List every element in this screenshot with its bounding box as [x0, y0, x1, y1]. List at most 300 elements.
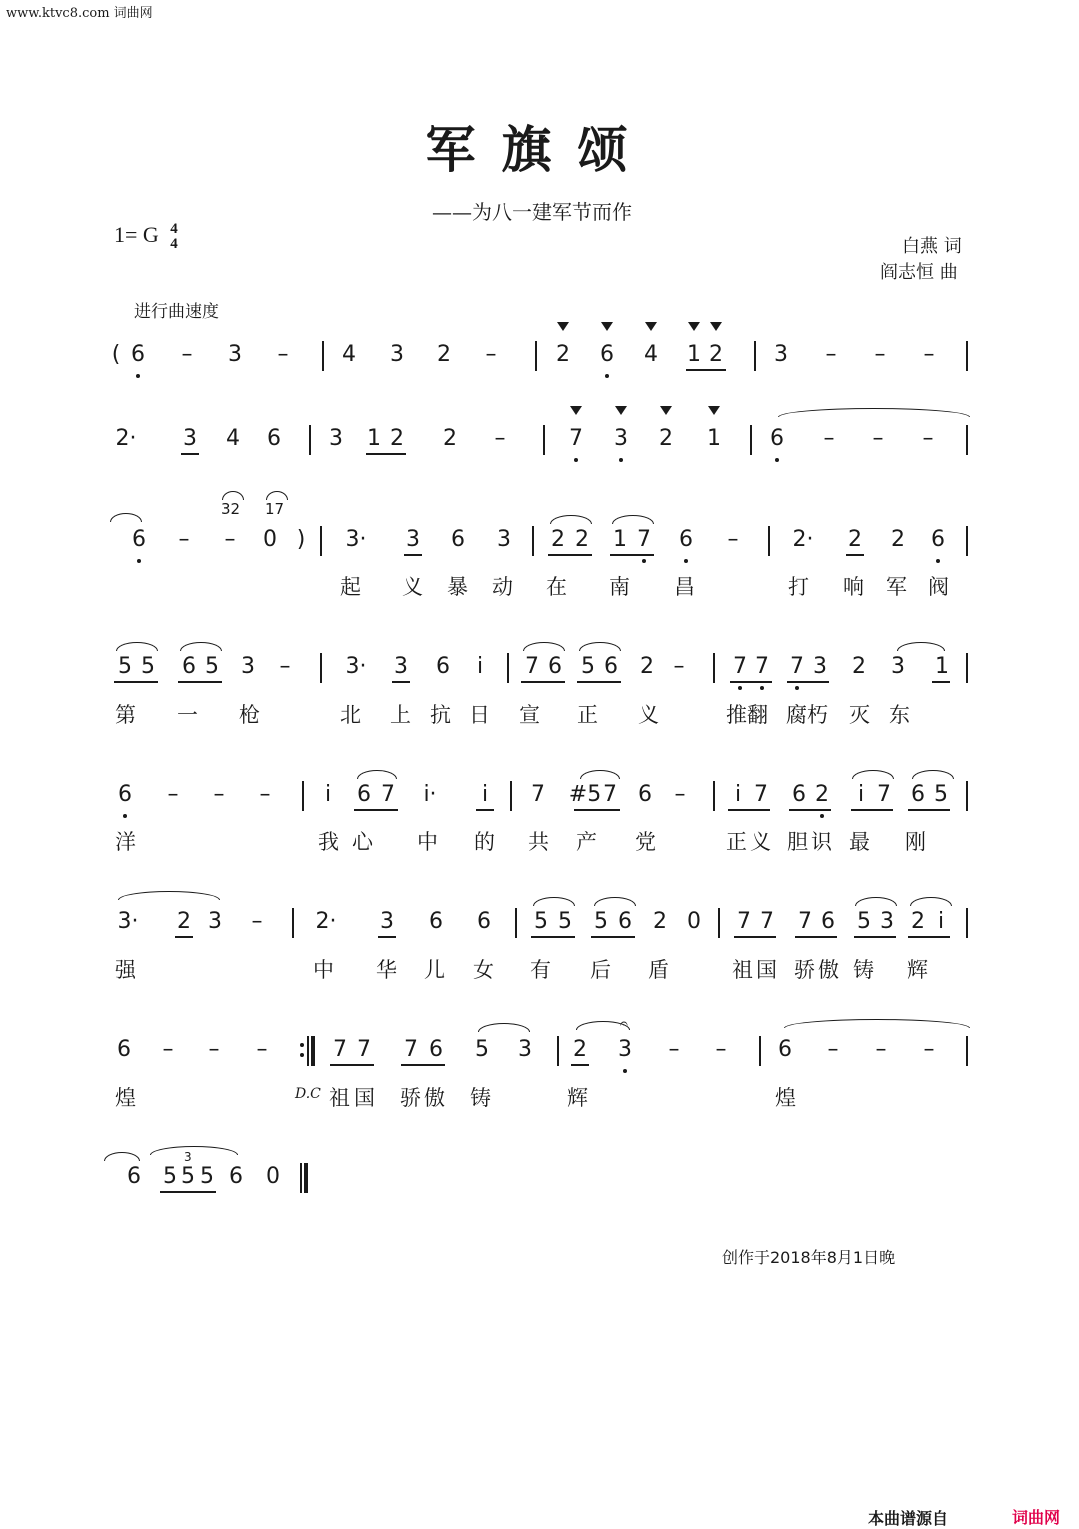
note: 7 — [531, 782, 545, 807]
lyric-line-3 — [0, 571, 1079, 611]
note: – — [213, 782, 225, 807]
lyric: 儿 — [424, 958, 445, 982]
lower-octave-dot — [775, 458, 779, 462]
note: i — [476, 654, 484, 679]
note: 5 — [857, 909, 871, 934]
lyric: 心 — [352, 830, 373, 854]
note: 6 — [357, 782, 371, 807]
note: 6 — [792, 782, 806, 807]
tie-arc — [612, 515, 654, 524]
tie-arc — [150, 1146, 238, 1155]
barline — [292, 908, 294, 938]
eighth-underline — [160, 1191, 216, 1193]
lyric-line-5 — [0, 826, 1079, 866]
score-line-5 — [0, 780, 1079, 820]
eighth-underline — [354, 809, 398, 811]
note: – — [874, 342, 886, 367]
note: i — [324, 782, 332, 807]
note: 7 — [569, 426, 583, 451]
note: 6 — [127, 1164, 141, 1189]
note: 7 — [357, 1037, 371, 1062]
lyric: 铸 — [853, 958, 874, 982]
note: 6 — [451, 527, 465, 552]
note: 6 — [548, 654, 562, 679]
lyric: 傲 — [424, 1086, 445, 1110]
note: 2 — [551, 527, 565, 552]
note: 2 — [659, 426, 673, 451]
repeat-barline — [311, 1036, 315, 1066]
note: 2 — [390, 426, 404, 451]
time-signature — [170, 222, 178, 252]
lyric: 暴 — [447, 575, 468, 599]
note: 1 — [935, 654, 949, 679]
grace-note: 17 — [265, 500, 285, 518]
note: 6 — [131, 342, 145, 367]
lyric: 义 — [638, 703, 659, 727]
score-line-6 — [0, 907, 1079, 947]
lyric: 正 — [577, 703, 598, 727]
lyric: 正 — [726, 830, 747, 854]
barline — [309, 425, 311, 455]
lyric: 洋 — [115, 830, 136, 854]
eighth-underline — [908, 936, 950, 938]
note: 2 — [891, 527, 905, 552]
accent-mark — [570, 406, 582, 415]
lyric: 女 — [473, 958, 494, 982]
key-signature — [114, 222, 178, 252]
note: 5 — [534, 909, 548, 934]
lyric: 辉 — [567, 1086, 588, 1110]
lyric: 义 — [402, 575, 423, 599]
note: – — [872, 426, 884, 451]
eighth-underline — [591, 936, 635, 938]
lower-octave-dot — [936, 559, 940, 563]
note: 7 — [737, 909, 751, 934]
tie-arc — [523, 642, 565, 651]
note: 7 — [755, 654, 769, 679]
note: – — [923, 342, 935, 367]
barline — [750, 425, 752, 455]
note: 6 — [267, 426, 281, 451]
note: ) — [296, 527, 306, 552]
note: 3 — [618, 1037, 632, 1062]
note: 6 — [638, 782, 652, 807]
note: 3 — [241, 654, 255, 679]
note: 3 — [891, 654, 905, 679]
eighth-underline — [378, 936, 396, 938]
tie-arc — [784, 1019, 970, 1028]
note: – — [485, 342, 497, 367]
note: – — [162, 1037, 174, 1062]
note: 7 — [790, 654, 804, 679]
note: 6 — [429, 909, 443, 934]
barline — [713, 781, 715, 811]
note: 6 — [132, 527, 146, 552]
note: 2 — [815, 782, 829, 807]
lyric-line-7 — [0, 1082, 1079, 1122]
note: 1 — [367, 426, 381, 451]
accent-mark — [660, 406, 672, 415]
lyric: 后 — [590, 958, 611, 982]
lyric: 东 — [889, 703, 910, 727]
note: 3 — [228, 342, 242, 367]
lyric: 中 — [417, 830, 438, 854]
note: 6 — [477, 909, 491, 934]
barline — [966, 908, 968, 938]
eighth-underline — [181, 453, 199, 455]
eighth-underline — [734, 936, 776, 938]
lyric: 党 — [635, 830, 656, 854]
lyric: 在 — [546, 575, 567, 599]
note: 5 — [558, 909, 572, 934]
note: 4 — [226, 426, 240, 451]
note: 3 — [774, 342, 788, 367]
note: – — [922, 426, 934, 451]
barline — [759, 1036, 761, 1066]
note: 5 — [934, 782, 948, 807]
lower-octave-dot — [605, 374, 609, 378]
accent-mark — [601, 322, 613, 331]
barline — [768, 526, 770, 556]
note: – — [823, 426, 835, 451]
eighth-underline — [476, 809, 494, 811]
eighth-underline — [854, 936, 896, 938]
note: 6 — [821, 909, 835, 934]
lyric-line-6 — [0, 954, 1079, 994]
note: 6 — [117, 1037, 131, 1062]
lyric: 上 — [390, 703, 411, 727]
eighth-underline — [795, 936, 837, 938]
note: 3 — [380, 909, 394, 934]
lyric: 我 — [318, 830, 339, 854]
note: – — [673, 654, 685, 679]
note: 7 — [760, 909, 774, 934]
note: 5 — [200, 1164, 214, 1189]
lyric: 响 — [843, 575, 864, 599]
lyric: 一 — [177, 703, 198, 727]
note: 7 — [877, 782, 891, 807]
barline — [557, 1036, 559, 1066]
score-line-3 — [0, 500, 1079, 565]
note: 4 — [342, 342, 356, 367]
note: 7 — [637, 527, 651, 552]
barline — [713, 653, 715, 683]
lyric: 盾 — [648, 958, 669, 982]
tie-arc — [478, 1023, 530, 1032]
eighth-underline — [531, 936, 575, 938]
tie-arc — [580, 770, 620, 779]
note: – — [259, 782, 271, 807]
barline — [718, 908, 720, 938]
lyric: 骄 — [400, 1086, 421, 1110]
lyric: 抗 — [430, 703, 451, 727]
note: 1 — [613, 527, 627, 552]
note: 5 — [181, 1164, 195, 1189]
tie-arc — [855, 897, 897, 906]
note: 6 — [182, 654, 196, 679]
lyric-line-4 — [0, 699, 1079, 739]
note: 6 — [604, 654, 618, 679]
eighth-underline — [908, 809, 950, 811]
lyric: 日 — [469, 703, 490, 727]
lyric: 中 — [313, 958, 334, 982]
note: – — [827, 1037, 839, 1062]
lyric: 枪 — [239, 703, 260, 727]
note: – — [715, 1037, 727, 1062]
eighth-underline — [574, 809, 620, 811]
lyric: 昌 — [674, 575, 695, 599]
tie-arc — [778, 408, 970, 417]
note: 6 — [118, 782, 132, 807]
time-bottom: 4 — [170, 236, 178, 252]
barline — [754, 341, 756, 371]
brand-logo[interactable]: 词曲网 — [1012, 1508, 1061, 1527]
note: 5 — [205, 654, 219, 679]
barline — [532, 526, 534, 556]
time-top: 4 — [170, 221, 178, 237]
tempo-marking: 进行曲速度 — [134, 302, 219, 322]
note: 1 — [687, 342, 701, 367]
note: 3 — [813, 654, 827, 679]
eighth-underline — [932, 681, 950, 683]
note: – — [167, 782, 179, 807]
lyric: 最 — [849, 830, 870, 854]
note: 2 — [653, 909, 667, 934]
score-line-2 — [0, 424, 1079, 464]
note: 6 — [229, 1164, 243, 1189]
barline — [966, 1036, 968, 1066]
song-subtitle: ——为八一建军节而作 — [432, 200, 632, 224]
note: 7 — [525, 654, 539, 679]
eighth-underline — [789, 809, 831, 811]
accent-mark — [688, 322, 700, 331]
note: 6 — [429, 1037, 443, 1062]
note: – — [251, 909, 263, 934]
lyric: 共 — [528, 830, 549, 854]
lyric: 的 — [474, 830, 495, 854]
eighth-underline — [610, 554, 654, 556]
note: 3 — [390, 342, 404, 367]
score-line-4 — [0, 652, 1079, 692]
lyric: 宣 — [519, 703, 540, 727]
note: – — [875, 1037, 887, 1062]
note: 3 — [329, 426, 343, 451]
grace-note: 32 — [221, 500, 241, 518]
note: 0 — [266, 1164, 280, 1189]
lyric: 国 — [354, 1086, 375, 1110]
barline — [300, 1163, 302, 1193]
lyric: 起 — [340, 575, 361, 599]
lyric: 北 — [340, 703, 361, 727]
final-barline — [304, 1163, 308, 1193]
note: 2 — [177, 909, 191, 934]
note: 5 — [163, 1164, 177, 1189]
note: 6 — [770, 426, 784, 451]
note: 5 — [141, 654, 155, 679]
note: i — [734, 782, 742, 807]
note: 7 — [798, 909, 812, 934]
tie-arc — [897, 642, 945, 651]
note: 7 — [603, 782, 617, 807]
note: 0 — [687, 909, 701, 934]
accent-mark — [710, 322, 722, 331]
note: 5 — [581, 654, 595, 679]
lyric: 动 — [492, 575, 513, 599]
note: 2· — [315, 909, 337, 934]
tie-arc — [910, 897, 952, 906]
note: i — [937, 909, 945, 934]
eighth-underline — [571, 1064, 589, 1066]
lyric: 傲 — [818, 958, 839, 982]
barline — [966, 425, 968, 455]
barline — [507, 653, 509, 683]
eighth-underline — [366, 453, 406, 455]
note: 2 — [556, 342, 570, 367]
note: 7 — [754, 782, 768, 807]
lyric: 祖 — [732, 958, 753, 982]
barline — [966, 341, 968, 371]
lyric: 刚 — [905, 830, 926, 854]
barline — [307, 1036, 309, 1066]
lyric: 铸 — [470, 1086, 491, 1110]
lower-octave-dot — [738, 686, 742, 690]
tie-arc — [533, 897, 575, 906]
note: – — [178, 527, 190, 552]
fermata-icon: 𝄐 — [620, 1016, 628, 1032]
lyric: 胆 — [787, 830, 808, 854]
note: 2 — [575, 527, 589, 552]
barline — [510, 781, 512, 811]
note: – — [208, 1037, 220, 1062]
accent-mark — [645, 322, 657, 331]
note: – — [727, 527, 739, 552]
note: 3 — [497, 527, 511, 552]
note: 3· — [117, 909, 139, 934]
lyric: 骄 — [794, 958, 815, 982]
note: 2 — [443, 426, 457, 451]
note: i· — [423, 782, 437, 807]
score-line-8 — [0, 1150, 1079, 1202]
barline — [966, 526, 968, 556]
note: 7 — [733, 654, 747, 679]
note: 6 — [931, 527, 945, 552]
repeat-dot — [300, 1043, 304, 1047]
barline — [535, 341, 537, 371]
tie-arc — [116, 642, 158, 651]
lower-octave-dot — [795, 686, 799, 690]
eighth-underline — [548, 554, 592, 556]
note: 2· — [115, 426, 137, 451]
source-label: 本曲谱源自 — [868, 1509, 949, 1528]
note: 3· — [345, 527, 367, 552]
tie-arc — [266, 491, 288, 500]
note: – — [494, 426, 506, 451]
note: 2 — [573, 1037, 587, 1062]
lower-octave-dot — [642, 559, 646, 563]
repeat-dot — [300, 1053, 304, 1057]
note: 5 — [594, 909, 608, 934]
lyric: 煌 — [115, 1086, 136, 1110]
barline — [515, 908, 517, 938]
barline — [966, 781, 968, 811]
lyric: 煌 — [775, 1086, 796, 1110]
note: 6 — [911, 782, 925, 807]
eighth-underline — [330, 1064, 374, 1066]
lower-octave-dot — [684, 559, 688, 563]
eighth-underline — [114, 681, 158, 683]
eighth-underline — [401, 1064, 445, 1066]
note: 3 — [880, 909, 894, 934]
note: 4 — [644, 342, 658, 367]
tie-arc — [110, 513, 142, 522]
note: – — [181, 342, 193, 367]
note: 2 — [848, 527, 862, 552]
note: 6 — [618, 909, 632, 934]
accent-mark — [557, 322, 569, 331]
note: 7 — [404, 1037, 418, 1062]
eighth-underline — [404, 554, 422, 556]
score-line-1 — [0, 340, 1079, 380]
lyric: 识 — [811, 830, 832, 854]
lyric: 华 — [376, 958, 397, 982]
note: 3 — [406, 527, 420, 552]
note: 3 — [208, 909, 222, 934]
eighth-underline — [846, 554, 864, 556]
tie-arc — [104, 1152, 140, 1161]
note: 2· — [792, 527, 814, 552]
note: 2 — [852, 654, 866, 679]
note: 1 — [707, 426, 721, 451]
note: – — [277, 342, 289, 367]
note: 3 — [183, 426, 197, 451]
eighth-underline — [686, 369, 726, 371]
tie-arc — [579, 642, 621, 651]
accent-mark — [708, 406, 720, 415]
lower-octave-dot — [820, 814, 824, 818]
note: 3· — [345, 654, 367, 679]
note: 2 — [709, 342, 723, 367]
lower-octave-dot — [760, 686, 764, 690]
eighth-underline — [787, 681, 829, 683]
tie-arc — [852, 770, 894, 779]
eighth-underline — [178, 681, 222, 683]
eighth-underline — [175, 936, 193, 938]
note: 6 — [679, 527, 693, 552]
note: – — [668, 1037, 680, 1062]
song-title: 军旗颂 — [425, 120, 654, 179]
tie-arc — [912, 770, 954, 779]
note: i — [857, 782, 865, 807]
lower-octave-dot — [623, 1069, 627, 1073]
lower-octave-dot — [123, 814, 127, 818]
note: – — [825, 342, 837, 367]
lyric: 灭 — [849, 703, 870, 727]
eighth-underline — [392, 681, 410, 683]
note: 7 — [381, 782, 395, 807]
score-line-7 — [0, 1016, 1079, 1075]
note: – — [674, 782, 686, 807]
lyric: 国 — [756, 958, 777, 982]
barline — [966, 653, 968, 683]
composition-date: 创作于2018年8月1日晚 — [722, 1248, 896, 1267]
tie-arc — [118, 891, 220, 900]
tie-arc — [222, 491, 244, 500]
barline — [322, 341, 324, 371]
note: 2 — [911, 909, 925, 934]
lyric: 打 — [788, 575, 809, 599]
eighth-underline — [851, 809, 893, 811]
note: 6 — [600, 342, 614, 367]
